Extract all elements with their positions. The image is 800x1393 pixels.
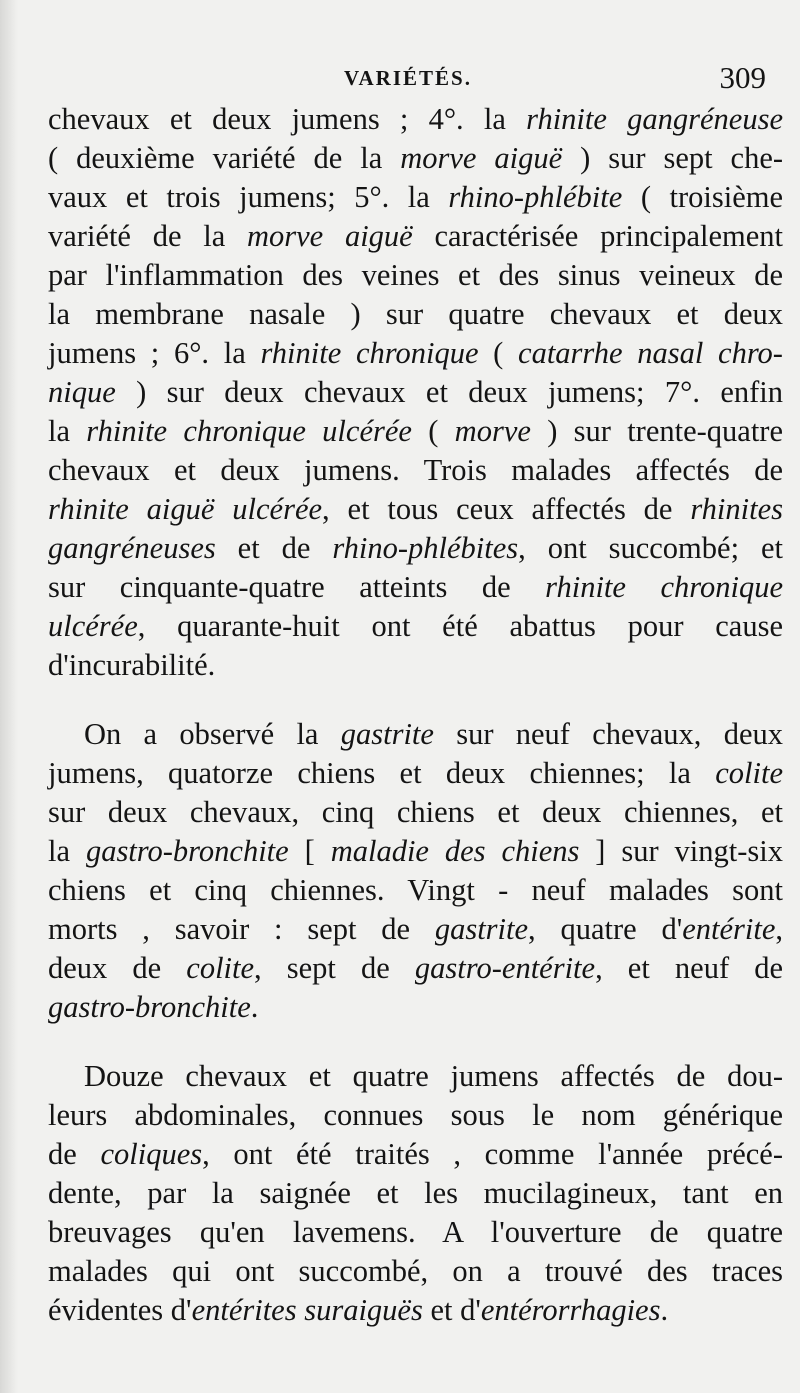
italic-term: morve aiguë <box>400 141 563 175</box>
text-run: ( <box>411 414 455 448</box>
text-run: morts , savoir : sept de <box>48 912 435 946</box>
text-line <box>48 412 783 451</box>
italic-term: catarrhe nasal chro- <box>518 336 783 370</box>
text-run: ) sur trente-quatre <box>530 414 783 448</box>
text-line <box>48 451 783 490</box>
italic-term: rhinite chronique <box>260 336 479 370</box>
text-run: . <box>660 1293 669 1327</box>
text-run: ( <box>478 336 519 370</box>
text-run: variété de la <box>48 219 247 253</box>
text-line <box>48 988 783 1027</box>
text-run: malades qui ont succombé, on a trouvé des traces <box>48 1254 783 1288</box>
text-run: , ont succombé; et <box>518 531 783 565</box>
italic-term: gangréneuses <box>48 531 216 565</box>
text-run: Douze chevaux et quatre jumens affectés de dou- <box>84 1059 783 1093</box>
text-run: ( deuxième variété de la <box>48 141 401 175</box>
text-run: par l'inflammation des veines et des sinus veineux de <box>48 258 783 292</box>
text-run: breuvages qu'en lavemens. A l'ouverture de quatre <box>48 1215 783 1249</box>
text-run: , quarante-huit ont été abattus pour cause <box>137 609 783 643</box>
italic-term: rhinite chronique ulcérée <box>86 414 412 448</box>
paragraph <box>48 715 783 1027</box>
text-run: jumens, quatorze chiens et deux chiennes; la <box>48 756 716 790</box>
page-edge-shadow <box>0 0 18 1393</box>
text-run: On a observé la <box>84 717 341 751</box>
text-run: , sept de <box>254 951 415 985</box>
text-run: sur cinquante-quatre atteints de <box>48 570 546 604</box>
text-line <box>48 871 783 910</box>
page-number: 309 <box>719 60 766 95</box>
italic-term: gastro-bronchite <box>85 834 289 868</box>
italic-term: rhino-phlébites <box>332 531 519 565</box>
page-header <box>48 60 768 96</box>
text-run: , et neuf de <box>595 951 784 985</box>
text-line <box>48 607 783 646</box>
text-run: , quatre d' <box>528 912 683 946</box>
text-run: vaux et trois jumens; 5°. la <box>48 180 449 214</box>
text-line <box>48 568 783 607</box>
text-line <box>48 1252 783 1291</box>
text-run: chevaux et deux jumens ; 4°. la <box>48 102 527 136</box>
text-run: ] sur vingt-six <box>579 834 783 868</box>
text-run: la membrane nasale ) sur quatre chevaux et deux <box>48 297 783 331</box>
paragraph-gap <box>48 1027 783 1057</box>
text-run: et d' <box>422 1293 481 1327</box>
text-run: , et tous ceux affectés de <box>322 492 691 526</box>
text-line <box>48 217 783 256</box>
italic-term: nique <box>48 375 116 409</box>
text-run: , ont été traités , comme l'année précé- <box>202 1137 783 1171</box>
text-line <box>48 1057 783 1096</box>
text-line <box>48 910 783 949</box>
body-text <box>48 100 783 1330</box>
text-run: . <box>250 990 259 1024</box>
text-run: chiens et cinq chiennes. Vingt - neuf malades sont <box>48 873 783 907</box>
italic-term: colite <box>186 951 255 985</box>
text-run: la <box>48 414 87 448</box>
text-line <box>48 334 783 373</box>
italic-term: gastro-bronchite <box>48 990 251 1024</box>
text-run: jumens ; 6°. la <box>48 336 261 370</box>
text-run: ) sur deux chevaux et deux jumens; 7°. enfin <box>115 375 783 409</box>
italic-term: morve aiguë <box>246 219 413 253</box>
text-line <box>48 1213 783 1252</box>
text-run: caractérisée principalement <box>412 219 783 253</box>
text-line <box>48 793 783 832</box>
text-line <box>48 754 783 793</box>
text-line <box>48 949 783 988</box>
italic-term: morve <box>454 414 531 448</box>
text-line <box>48 1135 783 1174</box>
italic-term: entérites suraiguës <box>191 1293 423 1327</box>
italic-term: maladie des chiens <box>330 834 580 868</box>
italic-term: rhinite gangréneuse <box>526 102 783 136</box>
text-line <box>48 1096 783 1135</box>
text-run: sur deux chevaux, cinq chiens et deux chiennes, et <box>48 795 783 829</box>
italic-term: coliques <box>100 1137 203 1171</box>
text-line <box>48 646 783 685</box>
running-head: VARIÉTÉS. <box>344 66 472 90</box>
text-run: [ <box>288 834 331 868</box>
italic-term: gastrite <box>340 717 434 751</box>
text-line <box>48 490 783 529</box>
text-line <box>48 373 783 412</box>
italic-term: ulcérée <box>48 609 138 643</box>
paragraph <box>48 1057 783 1330</box>
text-run: , <box>775 912 784 946</box>
text-run: sur neuf chevaux, deux <box>433 717 783 751</box>
text-line <box>48 832 783 871</box>
italic-term: entérorrhagies <box>480 1293 661 1327</box>
text-line <box>48 295 783 334</box>
text-line <box>48 139 783 178</box>
italic-term: rhinite chronique <box>545 570 783 604</box>
italic-term: rhinite aiguë ulcérée <box>48 492 323 526</box>
text-line <box>48 178 783 217</box>
italic-term: rhinites <box>690 492 783 526</box>
italic-term: gastrite <box>434 912 529 946</box>
text-line <box>48 100 783 139</box>
text-run: de <box>48 1137 101 1171</box>
italic-term: colite <box>715 756 783 790</box>
text-run: leurs abdominales, connues sous le nom générique <box>48 1098 783 1132</box>
text-run: ( troisième <box>622 180 784 214</box>
text-run: chevaux et deux jumens. Trois malades affectés de <box>48 453 783 487</box>
text-run: et de <box>215 531 333 565</box>
text-run: deux de <box>48 951 187 985</box>
text-run: d'incurabilité. <box>48 648 216 682</box>
text-line <box>48 715 783 754</box>
text-line <box>48 529 783 568</box>
paragraph-gap <box>48 685 783 715</box>
text-line <box>48 1291 783 1330</box>
italic-term: rhino-phlébite <box>448 180 623 214</box>
text-run: ) sur sept che- <box>562 141 784 175</box>
italic-term: entérite <box>682 912 776 946</box>
text-run: dente, par la saignée et les mucilagineux, tant en <box>48 1176 783 1210</box>
text-run: la <box>48 834 86 868</box>
paragraph <box>48 100 783 685</box>
italic-term: gastro-entérite <box>414 951 596 985</box>
text-line <box>48 1174 783 1213</box>
text-run: évidentes d' <box>48 1293 192 1327</box>
text-line <box>48 256 783 295</box>
